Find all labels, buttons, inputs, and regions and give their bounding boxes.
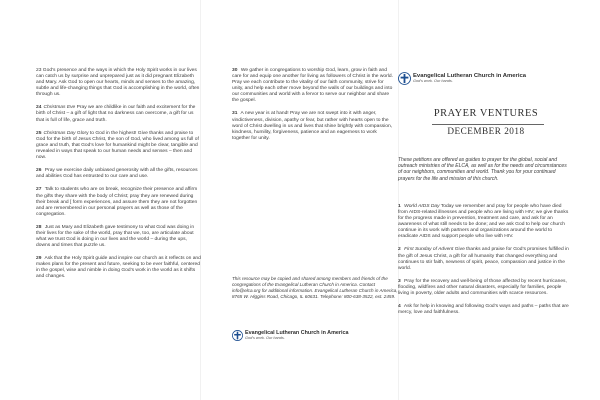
petition-28: 28 Just as Mary and Elizabeth gave testimony to what God was doing in their lives for the sake of the world, pray that we, too, are articulate about what we trust God is doing in our lives and the world – during the ups, downs and times that puzzle us. [36,224,195,249]
elca-tagline: God’s work. Our hands. [413,79,453,83]
petition-31: 31 A new year is at hand! Pray we are not swept into it with anger, vindictiveness, division, apathy or fear, but rather with hearts open to the word of Christ dwelling in us and lives that shine brightly with compassion, kindness, humility, forgiveness, patience and an eagerness to work together for unity. [232,111,393,141]
petition-29: 29 Ask that the Holy Spirit guide and inspire our church as it reflects on and makes plans for the present and future, seeking to be ever faithful, centered in the gospel, wise and nimble in doing God’s work in the world as it shifts and changes. [36,256,201,280]
elca-cross-icon [398,72,411,85]
elca-tagline: God’s work. Our hands. [245,336,285,340]
column-right [398,204,570,323]
document-month: DECEMBER 2018 [447,126,525,136]
petition-26: 26 Pray we exercise daily unbiased generosity with all the gifts, resources and abilities God has entrusted to our care and use. [36,168,198,180]
petition-24: 24 Christmas Eve Pray we are childlike in our faith and excitement for the birth of Christ – a gift of light that no darkness can overcome, a gift for us that is full of life, grace and truth. [36,105,196,123]
elca-wordmark: Evangelical Lutheran Church in America God’s work. Our hands. [245,330,349,340]
petition-23: 23 God’s presence and the ways in which the Holy Spirit works in our lives can catch us by surprise and unprepared just as it did pregnant Elizabeth and Mary. Ask God to open our hearts, minds and senses to the amazing, subtle and life-changing things that God is accomplishing in the world, often through us. [36,68,200,98]
column-left [36,0,202,400]
elca-wordmark: Evangelical Lutheran Church in America God’s work. Our hands. [413,73,527,83]
petition-25: 25 Christmas Day Glory to God in the highest! Give thanks and praise to God for the birth of Jesus Christ, the son of God, who lived among us full of grace and truth, that God’s love for humankind might be clear, tangible and revealed in ways that speak to our human needs and senses – then and now. [36,130,199,160]
petition-4: 4 Ask for help in knowing and following God’s ways and paths – paths that are mercy, love and faithfulness. [398,304,569,316]
elca-logo-bottom [232,330,348,341]
petition-30: 30 We gather in congregations to worship God, learn, grow in faith and care for and equip one another for living as followers of Christ in the world. Pray we each contribute to the vitality of our faith community, strive for unity, and help each other move beyond the walls of our buildings and into our communities and world with a fervor to serve our neighbor and share the gospel. [232,68,393,104]
petition-27: 27 Talk to students who are on break, recognize their presence and affirm the gifts they share with the body of Christ; pray they are renewed during their break and [ form experiences, and assure them they are not forgotten and are remembered in our personal prayers as well as those of the congregation. [36,187,198,217]
petition-3: 3 Pray for the recovery and well-being of those affected by recent hurricanes, flooding, wildfires and other natural disasters, especially for families, people living in poverty, older adults and communities with scarce resources. [398,278,567,296]
elca-logo-top [398,72,526,85]
elca-cross-icon [232,330,243,341]
petition-2: 2 First Sunday of Advent Give thanks and praise for God’s promises fulfilled in the gift of Jesus Christ, a gift for all humanity that changed everything and continues to stir faith, newness of spirit, peace, compassion and justice in the world. [398,247,569,271]
title-divider [432,124,544,125]
fold-line [398,0,399,400]
petition-1: 1 World AIDS Day Today we remember and pray for people who have died from AIDS-related illnesses and people who are living with HIV; we give thanks for the progress made in prevention, treatment and care, and ask for an awareness of what still needs to be done; and we ask God to help our church continue in its work with partners and organizations around the world to eradicate AIDS and support people who live with HIV. [398,204,569,240]
intro-text: These petitions are offered as guides to prayer for the global, social and outreach ministries of the ELCA, as well as for the needs and circumstances of our neighbors, communities and world. Thank you for your continued prayers for the life and mission of this church. [398,157,567,182]
copyright-notice: This resource may be copied and shared among members and friends of the congregations of the Evangelical Lutheran Church in America. Contact info@elca.org for additional information. Evangelical Lutheran Church in America, 8765 W. Higgins Road, Chicago, IL 60631. Telephone: 800-638-3522, ext. 2459. [232,276,398,299]
document-title: PRAYER VENTURES [433,108,539,119]
